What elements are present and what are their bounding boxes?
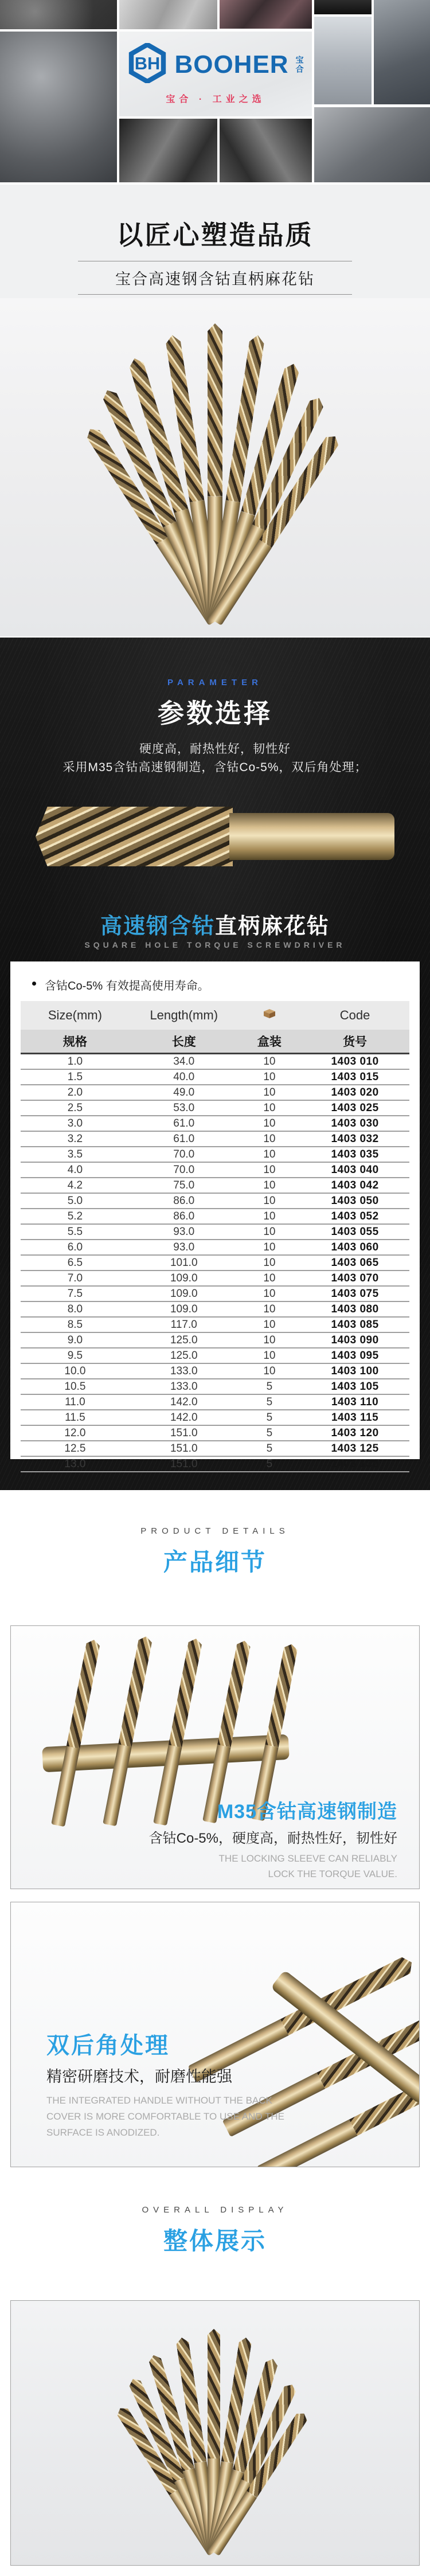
size-cell: 9.0 — [21, 1332, 130, 1348]
drill-bit — [153, 1637, 203, 1826]
table-row — [21, 1240, 409, 1255]
code-cell: 1403 025 — [300, 1100, 409, 1116]
table-row — [21, 1379, 409, 1394]
pack-cell: 10 — [239, 1224, 300, 1240]
code-cell: 1403 110 — [300, 1394, 409, 1410]
size-cell: 9.5 — [21, 1348, 130, 1363]
table-row — [21, 1301, 409, 1317]
pack-cell: 5 — [239, 1394, 300, 1410]
pack-cell: 10 — [239, 1147, 300, 1162]
table-row — [21, 1116, 409, 1131]
length-cell: 49.0 — [130, 1085, 239, 1100]
code-cell: 1403 075 — [300, 1286, 409, 1301]
pack-cell: 10 — [239, 1286, 300, 1301]
photo-car-hood — [314, 107, 430, 182]
pack-cell: 10 — [239, 1116, 300, 1131]
size-cell: 8.0 — [21, 1301, 130, 1317]
col-length-cn: 长度 — [130, 1030, 239, 1054]
hero-product-image — [0, 298, 430, 636]
table-row — [21, 1131, 409, 1147]
brand-tagline: 宝合 · 工业之选 — [166, 95, 265, 104]
table-row — [21, 1162, 409, 1178]
size-cell: 3.5 — [21, 1147, 130, 1162]
parameter-title: 参数选择 — [158, 698, 272, 728]
card1-caption-en: THE LOCKING SLEEVE CAN RELIABLY LOCK THE TORQUE VALUE. — [218, 1853, 397, 1880]
length-cell: 109.0 — [130, 1301, 239, 1317]
code-cell: 1403 070 — [300, 1271, 409, 1286]
table-row — [21, 1332, 409, 1348]
size-cell: 13.0 — [21, 1456, 130, 1472]
table-row — [21, 1348, 409, 1363]
code-cell: 1403 125 — [300, 1441, 409, 1456]
col-pack-cn: 盒装 — [239, 1030, 300, 1054]
code-cell: 1403 095 — [300, 1348, 409, 1363]
col-size-cn: 规格 — [21, 1030, 130, 1054]
details-title: 产品细节 — [163, 1549, 267, 1576]
detail-card-m35 — [10, 1625, 420, 1889]
table-row — [21, 1425, 409, 1441]
overall-title: 整体展示 — [163, 2227, 267, 2254]
length-cell: 142.0 — [130, 1394, 239, 1410]
product-banner-subtitle: SQUARE HOLE TORQUE SCREWDRIVER — [84, 940, 346, 949]
pack-cell: 10 — [239, 1301, 300, 1317]
length-cell: 117.0 — [130, 1317, 239, 1332]
size-table — [21, 1001, 409, 1472]
pack-cell: 10 — [239, 1100, 300, 1116]
pack-cell: 10 — [239, 1085, 300, 1100]
pack-cell: 10 — [239, 1363, 300, 1379]
size-cell: 12.5 — [21, 1441, 130, 1456]
photo-worker-left — [0, 32, 117, 182]
pack-cell: 10 — [239, 1240, 300, 1255]
banner-rest: 直柄麻花钻 — [215, 914, 330, 939]
length-cell: 125.0 — [130, 1332, 239, 1348]
table-row — [21, 1271, 409, 1286]
pack-cell: 10 — [239, 1069, 300, 1085]
code-cell: 1403 115 — [300, 1410, 409, 1425]
size-cell: 5.2 — [21, 1209, 130, 1224]
table-header-cn — [21, 1030, 409, 1054]
code-cell: 1403 080 — [300, 1301, 409, 1317]
code-cell: 1403 090 — [300, 1332, 409, 1348]
code-cell: 1403 032 — [300, 1131, 409, 1147]
pack-cell: 10 — [239, 1332, 300, 1348]
pack-cell: 10 — [239, 1348, 300, 1363]
length-cell: 142.0 — [130, 1410, 239, 1425]
size-cell: 5.0 — [21, 1193, 130, 1209]
code-cell: 1403 060 — [300, 1240, 409, 1255]
code-cell: 1403 052 — [300, 1209, 409, 1224]
spec-panel — [10, 961, 420, 1470]
photo-crane-bucket — [314, 17, 372, 104]
length-cell: 133.0 — [130, 1363, 239, 1379]
size-table-body — [21, 1054, 409, 1472]
col-code-cn: 货号 — [300, 1030, 409, 1054]
page-subtitle: 宝合高速钢含钴直柄麻花钻 — [115, 271, 315, 288]
table-row — [21, 1456, 409, 1472]
length-cell: 109.0 — [130, 1271, 239, 1286]
photo-wrench-b — [220, 119, 312, 182]
parameter-eyebrow: PARAMETER — [167, 678, 263, 687]
length-cell: 53.0 — [130, 1100, 239, 1116]
code-cell: 1403 035 — [300, 1147, 409, 1162]
col-size-en: Size(mm) — [21, 1001, 130, 1030]
code-cell: 1403 020 — [300, 1085, 409, 1100]
table-row — [21, 1193, 409, 1209]
table-row — [21, 1178, 409, 1193]
length-cell: 151.0 — [130, 1441, 239, 1456]
col-length-en: Length(mm) — [130, 1001, 239, 1030]
size-cell: 3.2 — [21, 1131, 130, 1147]
size-cell: 12.0 — [21, 1425, 130, 1441]
pack-cell: 10 — [239, 1209, 300, 1224]
size-cell: 11.0 — [21, 1394, 130, 1410]
parameter-section — [0, 636, 430, 1490]
detail-card-grinding — [10, 1902, 420, 2167]
table-row — [21, 1224, 409, 1240]
photo-tools-sketch — [119, 0, 217, 29]
size-cell: 11.5 — [21, 1410, 130, 1425]
length-cell: 93.0 — [130, 1240, 239, 1255]
page-title: 以匠心塑造品质 — [116, 220, 314, 250]
pack-cell: 10 — [239, 1193, 300, 1209]
code-cell: 1403 015 — [300, 1069, 409, 1085]
page-subtitle-frame — [78, 261, 352, 295]
product-banner-title — [0, 908, 430, 940]
length-cell: 101.0 — [130, 1255, 239, 1271]
table-row — [21, 1147, 409, 1162]
drill-bit — [103, 1635, 153, 1826]
code-cell: 1403 055 — [300, 1224, 409, 1240]
length-cell: 34.0 — [130, 1054, 239, 1070]
pack-cell: 10 — [239, 1162, 300, 1178]
table-row — [21, 1410, 409, 1425]
code-cell: 1403 040 — [300, 1162, 409, 1178]
size-cell: 6.5 — [21, 1255, 130, 1271]
bh-hexagon-logo-icon — [127, 43, 167, 86]
svg-text:BH: BH — [135, 53, 161, 74]
table-row — [21, 1363, 409, 1379]
length-cell: 109.0 — [130, 1286, 239, 1301]
size-cell: 4.0 — [21, 1162, 130, 1178]
code-cell: 1403 130 — [300, 1456, 409, 1472]
length-cell: 75.0 — [130, 1178, 239, 1193]
table-row — [21, 1441, 409, 1456]
card1-desc: 含钴Co-5%，硬度高，耐热性好，韧性好 — [148, 1831, 397, 1846]
length-cell: 70.0 — [130, 1162, 239, 1178]
size-cell: 1.5 — [21, 1069, 130, 1085]
table-row — [21, 1317, 409, 1332]
drill-bit — [51, 1639, 101, 1827]
overall-eyebrow: OVERALL DISPLAY — [142, 2205, 288, 2215]
size-cell: 7.0 — [21, 1271, 130, 1286]
table-row — [21, 1286, 409, 1301]
pack-cell: 10 — [239, 1178, 300, 1193]
length-cell: 61.0 — [130, 1116, 239, 1131]
photo-circuit-boards — [220, 0, 312, 29]
pack-cell: 10 — [239, 1054, 300, 1070]
code-cell: 1403 065 — [300, 1255, 409, 1271]
box-icon — [239, 1001, 300, 1030]
table-row — [21, 1255, 409, 1271]
pack-cell: 10 — [239, 1131, 300, 1147]
table-row — [21, 1394, 409, 1410]
code-cell: 1403 010 — [300, 1054, 409, 1070]
banner-highlight: 高速钢含钴 — [100, 914, 215, 939]
col-code-en: Code — [300, 1001, 409, 1030]
code-cell: 1403 085 — [300, 1317, 409, 1332]
size-cell: 8.5 — [21, 1317, 130, 1332]
table-row — [21, 1069, 409, 1085]
parameter-line1: 硬度高，耐热性好，韧性好 — [139, 742, 291, 756]
photo-wrench-a — [119, 119, 217, 182]
card1-title: M35含钴高速钢制造 — [217, 1801, 397, 1823]
card2-desc: 精密研磨技术，耐磨性能强 — [46, 2068, 232, 2085]
code-cell: 1403 100 — [300, 1363, 409, 1379]
drill-bit — [251, 1643, 298, 1821]
size-cell: 5.5 — [21, 1224, 130, 1240]
parameter-line2: 采用M35含钴高速钢制造，含钴Co-5%，双后角处理； — [62, 761, 368, 774]
size-cell: 1.0 — [21, 1054, 130, 1070]
length-cell: 125.0 — [130, 1348, 239, 1363]
pack-cell: 10 — [239, 1255, 300, 1271]
details-eyebrow: PRODUCT DETAILS — [140, 1526, 290, 1536]
spec-note: 含钴Co-5% 有效提高使用寿命。 — [32, 976, 420, 993]
size-cell: 2.0 — [21, 1085, 130, 1100]
overall-display-card — [10, 2300, 420, 2566]
size-cell: 7.5 — [21, 1286, 130, 1301]
table-row — [21, 1209, 409, 1224]
length-cell: 40.0 — [130, 1069, 239, 1085]
table-row — [21, 1054, 409, 1070]
length-cell: 61.0 — [130, 1131, 239, 1147]
photo-collage — [0, 0, 430, 185]
table-row — [21, 1100, 409, 1116]
size-cell: 2.5 — [21, 1100, 130, 1116]
brand-logo-cell — [119, 32, 312, 116]
code-cell: 1403 050 — [300, 1193, 409, 1209]
length-cell: 151.0 — [130, 1425, 239, 1441]
photo-engine-part — [314, 0, 372, 14]
photo-worker-right — [374, 0, 430, 104]
intro-section — [0, 185, 430, 298]
pack-cell: 10 — [239, 1271, 300, 1286]
pack-cell: 5 — [239, 1379, 300, 1394]
card2-caption-en: THE INTEGRATED HANDLE WITHOUT THE BACK COVER IS MORE COMFORTABLE TO USE AND THE SURFACE IS ANODIZED. — [46, 2095, 285, 2139]
code-cell: 1403 105 — [300, 1379, 409, 1394]
pack-cell: 10 — [239, 1317, 300, 1332]
size-cell: 3.0 — [21, 1116, 130, 1131]
code-cell: 1403 120 — [300, 1425, 409, 1441]
photo-engine — [0, 0, 117, 29]
length-cell: 151.0 — [130, 1456, 239, 1472]
size-cell: 10.0 — [21, 1363, 130, 1379]
size-cell: 10.5 — [21, 1379, 130, 1394]
logo-cn-stack: 宝合 — [295, 55, 304, 74]
pack-cell: 5 — [239, 1456, 300, 1472]
length-cell: 86.0 — [130, 1209, 239, 1224]
logo-wordmark: BOOHER — [174, 50, 289, 79]
length-cell: 86.0 — [130, 1193, 239, 1209]
table-row — [21, 1085, 409, 1100]
size-cell: 4.2 — [21, 1178, 130, 1193]
length-cell: 70.0 — [130, 1147, 239, 1162]
code-cell: 1403 042 — [300, 1178, 409, 1193]
size-cell: 6.0 — [21, 1240, 130, 1255]
card2-title: 双后角处理 — [46, 2033, 170, 2058]
pack-cell: 5 — [239, 1410, 300, 1425]
pack-cell: 5 — [239, 1425, 300, 1441]
code-cell: 1403 030 — [300, 1116, 409, 1131]
table-header-en — [21, 1001, 409, 1030]
length-cell: 93.0 — [130, 1224, 239, 1240]
pack-cell: 5 — [239, 1441, 300, 1456]
length-cell: 133.0 — [130, 1379, 239, 1394]
drill-bit-horizontal-image — [36, 807, 394, 866]
